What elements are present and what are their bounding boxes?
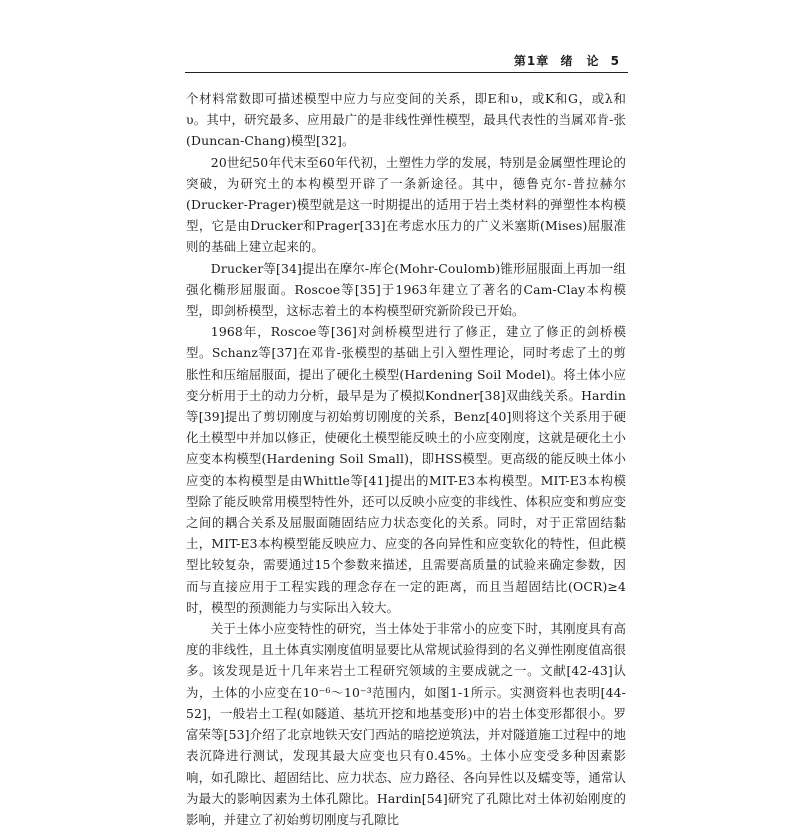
- body-text: [186, 88, 626, 830]
- header-title: 绪 论: [560, 54, 600, 68]
- header-chapter: 第1章: [513, 54, 550, 68]
- paragraph-4: 1968年，Roscoe等[36]对剑桥模型进行了修正，建立了修正的剑桥模型。Schanz等[37]在邓肯-张模型的基础上引入塑性理论，同时考虑了土的剪胀性和压缩屈服面，提出了硬化土模型(Hardening Soil Model)。将土体小应变分析用于土的动力分析，最早是为了模拟Kondner[38]双曲线关系。Hardin等[39]提出了剪切刚度与初始剪切刚度的关系，Benz[40]则将这个关系用于硬化土模型中并加以修正，使硬化土模型能反映土的小应变刚度，这就是硬化土小应变本构模型(Hardening Soil Small)，即HSS模型。更高级的能反映土体小应变的本构模型是由Whittle等[41]提出的MIT-E3本构模型。MIT-E3本构模型除了能反映常用模型特性外，还可以反映小应变的非线性、体积应变和剪应变之间的耦合关系及屈服面随固结应力状态变化的关系。同时，对于正常固结黏土，MIT-E3本构模型能反映应力、应变的各向异性和应变软化的特性，但此模型比较复杂，需要通过15个参数来描述，且需要高质量的试验来确定参数，因而与直接应用于工程实践的理念存在一定的距离，而且当超固结比(OCR)≥4时，模型的预测能力与实际出入较大。: [186, 324, 626, 615]
- paragraph-5: 关于土体小应变特性的研究，当土体处于非常小的应变下时，其刚度具有高度的非线性，且土体真实刚度值明显要比从常规试验得到的名义弹性刚度值高很多。该发现是近十几年来岩土工程研究领域的主要成就之一。文献[42-43]认为，土体的小应变在10⁻⁶～10⁻³范围内，如图1-1所示。实测资料也表明[44-52]，一般岩土工程(如隧道、基坑开挖和地基变形)中的岩土体变形都很小。罗富荣等[53]介绍了北京地铁天安门西站的暗挖逆筑法，并对隧道施工过程中的地表沉降进行测试，发现其最大应变也只有0.45%。土体小应变受多种因素影响，如孔隙比、超固结比、应力状态、应力路径、各向异性以及蠕变等，通常认为最大的影响因素为土体孔隙比。Hardin[54]研究了孔隙比对土体初始刚度的影响，并建立了初始剪切刚度与孔隙比: [186, 621, 626, 827]
- paragraph-1: 个材料常数即可描述模型中应力与应变间的关系，即E和υ，或K和G，或λ和υ。其中，研究最多、应用最广的是非线性弹性模型，最具代表性的当属邓肯-张(Duncan-Chang)模型[32]。: [186, 91, 626, 149]
- header-page-number: 5: [610, 54, 620, 68]
- paragraph-3: Drucker等[34]提出在摩尔-库仑(Mohr-Coulomb)锥形屈服面上再加一组强化椭形屈服面。Roscoe等[35]于1963年建立了著名的Cam-Clay本构模型，即剑桥模型，这标志着土的本构模型研究新阶段已开始。: [186, 260, 626, 319]
- running-header: [185, 50, 628, 73]
- header-text: [508, 52, 620, 69]
- paragraph-2: 20世纪50年代末至60年代初，土塑性力学的发展，特别是金属塑性理论的突破，为研究土的本构模型开辟了一条新途径。其中，德鲁克尔-普拉赫尔(Drucker-Prager)模型就是这一时期提出的适用于岩土类材料的弹塑性本构模型，它是由Drucker和Prager[33]在考虑水压力的广义米塞斯(Mises)屈服准则的基础上建立起来的。: [186, 154, 626, 255]
